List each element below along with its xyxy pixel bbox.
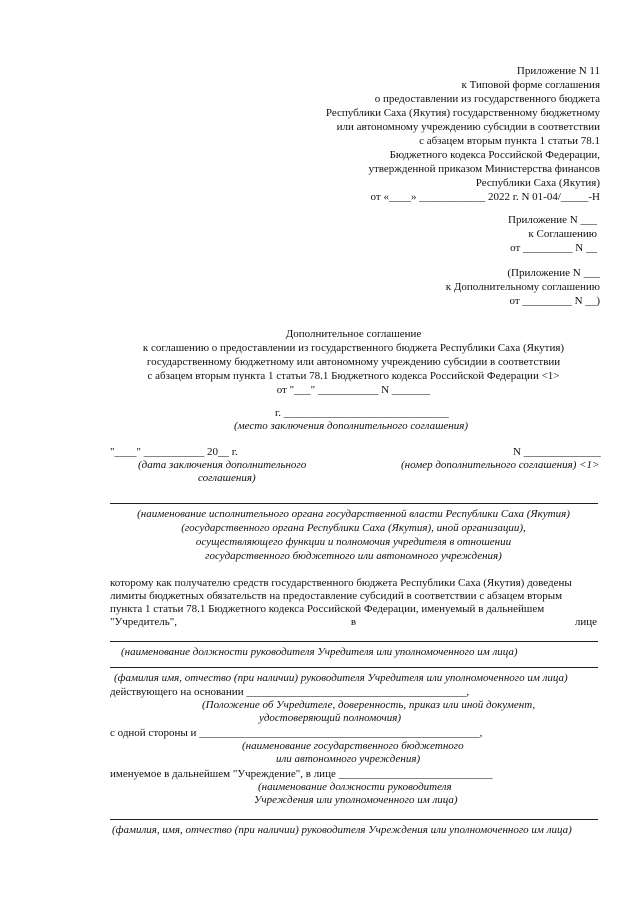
header-line: Республики Саха (Якутия) xyxy=(475,177,600,189)
basis-caption-2: удостоверяющий полномочия) xyxy=(259,712,401,724)
date-caption-2: соглашения) xyxy=(198,472,256,484)
basis-caption-1: (Положение об Учредителе, доверенность, приказ или иной документ, xyxy=(202,699,536,711)
place-caption: (место заключения дополнительного соглашения) xyxy=(234,420,469,432)
document-title xyxy=(110,327,597,397)
body-line-4 xyxy=(110,615,597,629)
head-name-fill-line xyxy=(110,667,598,668)
header-line: о предоставлении из государственного бюджета xyxy=(374,93,600,105)
acting-basis-line: действующего на основании ________________________________________, xyxy=(110,686,470,698)
header-line: Приложение N 11 xyxy=(516,65,600,77)
title-line: от "___" ___________ N _______ xyxy=(276,384,431,396)
institution-caption-1: (наименование государственного бюджетного xyxy=(242,740,464,752)
caption-line: (государственного органа Республики Саха (Якутия), иной организации), xyxy=(181,522,526,534)
date-caption-1: (дата заключения дополнительного xyxy=(138,459,307,471)
head-position-fill-line xyxy=(110,641,598,642)
place-line: г. ______________________________ xyxy=(275,407,449,419)
date-line: "____" ___________ 20__ г. xyxy=(110,446,238,458)
header-line: от «____» ____________ 2022 г. N 01-04/_____-Н xyxy=(370,191,600,203)
title-line: с абзацем вторым пункта 1 статьи 78.1 Бюджетного кодекса Российской Федерации <1> xyxy=(147,370,560,382)
preposition-v: в xyxy=(350,616,357,628)
inst-head-caption-1: (наименование должности руководителя xyxy=(258,781,452,793)
named-institution-line: именуемое в дальнейшем "Учреждение", в лице ____________________________ xyxy=(110,768,493,780)
founder-term: "Учредитель", xyxy=(110,616,177,628)
annex-line: (Приложение N ___ xyxy=(507,267,600,279)
founder-caption xyxy=(110,507,597,563)
header-line: или автономному учреждению субсидии в соответствии xyxy=(336,121,600,133)
annex-additional xyxy=(446,266,600,308)
founder-fill-line xyxy=(110,503,598,504)
title-line: Дополнительное соглашение xyxy=(285,328,422,340)
annex-line: к Дополнительному соглашению xyxy=(445,281,600,293)
head-position-caption: (наименование должности руководителя Учредителя или уполномоченного им лица) xyxy=(121,646,518,658)
header-line: с абзацем вторым пункта 1 статьи 78.1 xyxy=(419,135,600,147)
inst-head-name-fill-line xyxy=(110,819,598,820)
body-line-2: лимиты бюджетных обязательств на предоставление субсидий в соответствии с абзацем вторым xyxy=(110,590,563,602)
institution-caption-2: или автономного учреждения) xyxy=(276,753,421,765)
inst-head-name-caption: (фамилия, имя, отчество (при наличии) руководителя Учреждения или уполномоченного им лица) xyxy=(112,824,572,836)
one-side-line: с одной стороны и ___________________________________________________, xyxy=(110,727,483,739)
inst-head-caption-2: Учреждения или уполномоченного им лица) xyxy=(254,794,458,806)
appendix-header xyxy=(326,64,600,204)
body-line-3: пункта 1 статьи 78.1 Бюджетного кодекса Российской Федерации, именуемый в дальнейшем xyxy=(110,603,545,615)
number-caption: (номер дополнительного соглашения) <1> xyxy=(401,459,600,471)
caption-line: (наименование исполнительного органа государственной власти Республики Саха (Якутия) xyxy=(137,508,570,520)
annex-line: от _________ N __) xyxy=(509,295,600,307)
header-line: Бюджетного кодекса Российской Федерации, xyxy=(389,149,600,161)
body-line-1: которому как получателю средств государственного бюджета Республики Саха (Якутия) доведены xyxy=(110,577,572,589)
annex-line: от _________ N __ xyxy=(510,242,597,254)
title-line: к соглашению о предоставлении из государственного бюджета Республики Саха (Якутия) xyxy=(142,342,565,354)
word-face: лице xyxy=(574,616,597,628)
annex-agreement xyxy=(508,213,597,255)
header-line: Республики Саха (Якутия) государственному бюджетному xyxy=(325,107,600,119)
annex-line: Приложение N ___ xyxy=(508,214,597,226)
header-line: к Типовой форме соглашения xyxy=(461,79,600,91)
annex-line: к Соглашению xyxy=(528,228,597,240)
title-line: государственному бюджетному или автономному учреждению субсидии в соответствии xyxy=(146,356,561,368)
number-line: N ______________ xyxy=(513,446,601,458)
caption-line: государственного бюджетного или автономного учреждения) xyxy=(205,550,502,562)
caption-line: осуществляющего функции и полномочия учредителя в отношении xyxy=(195,536,512,548)
head-name-caption: (фамилия имя, отчество (при наличии) руководителя Учредителя или уполномоченного им лица) xyxy=(114,672,568,684)
header-line: утвержденной приказом Министерства финансов xyxy=(368,163,600,175)
